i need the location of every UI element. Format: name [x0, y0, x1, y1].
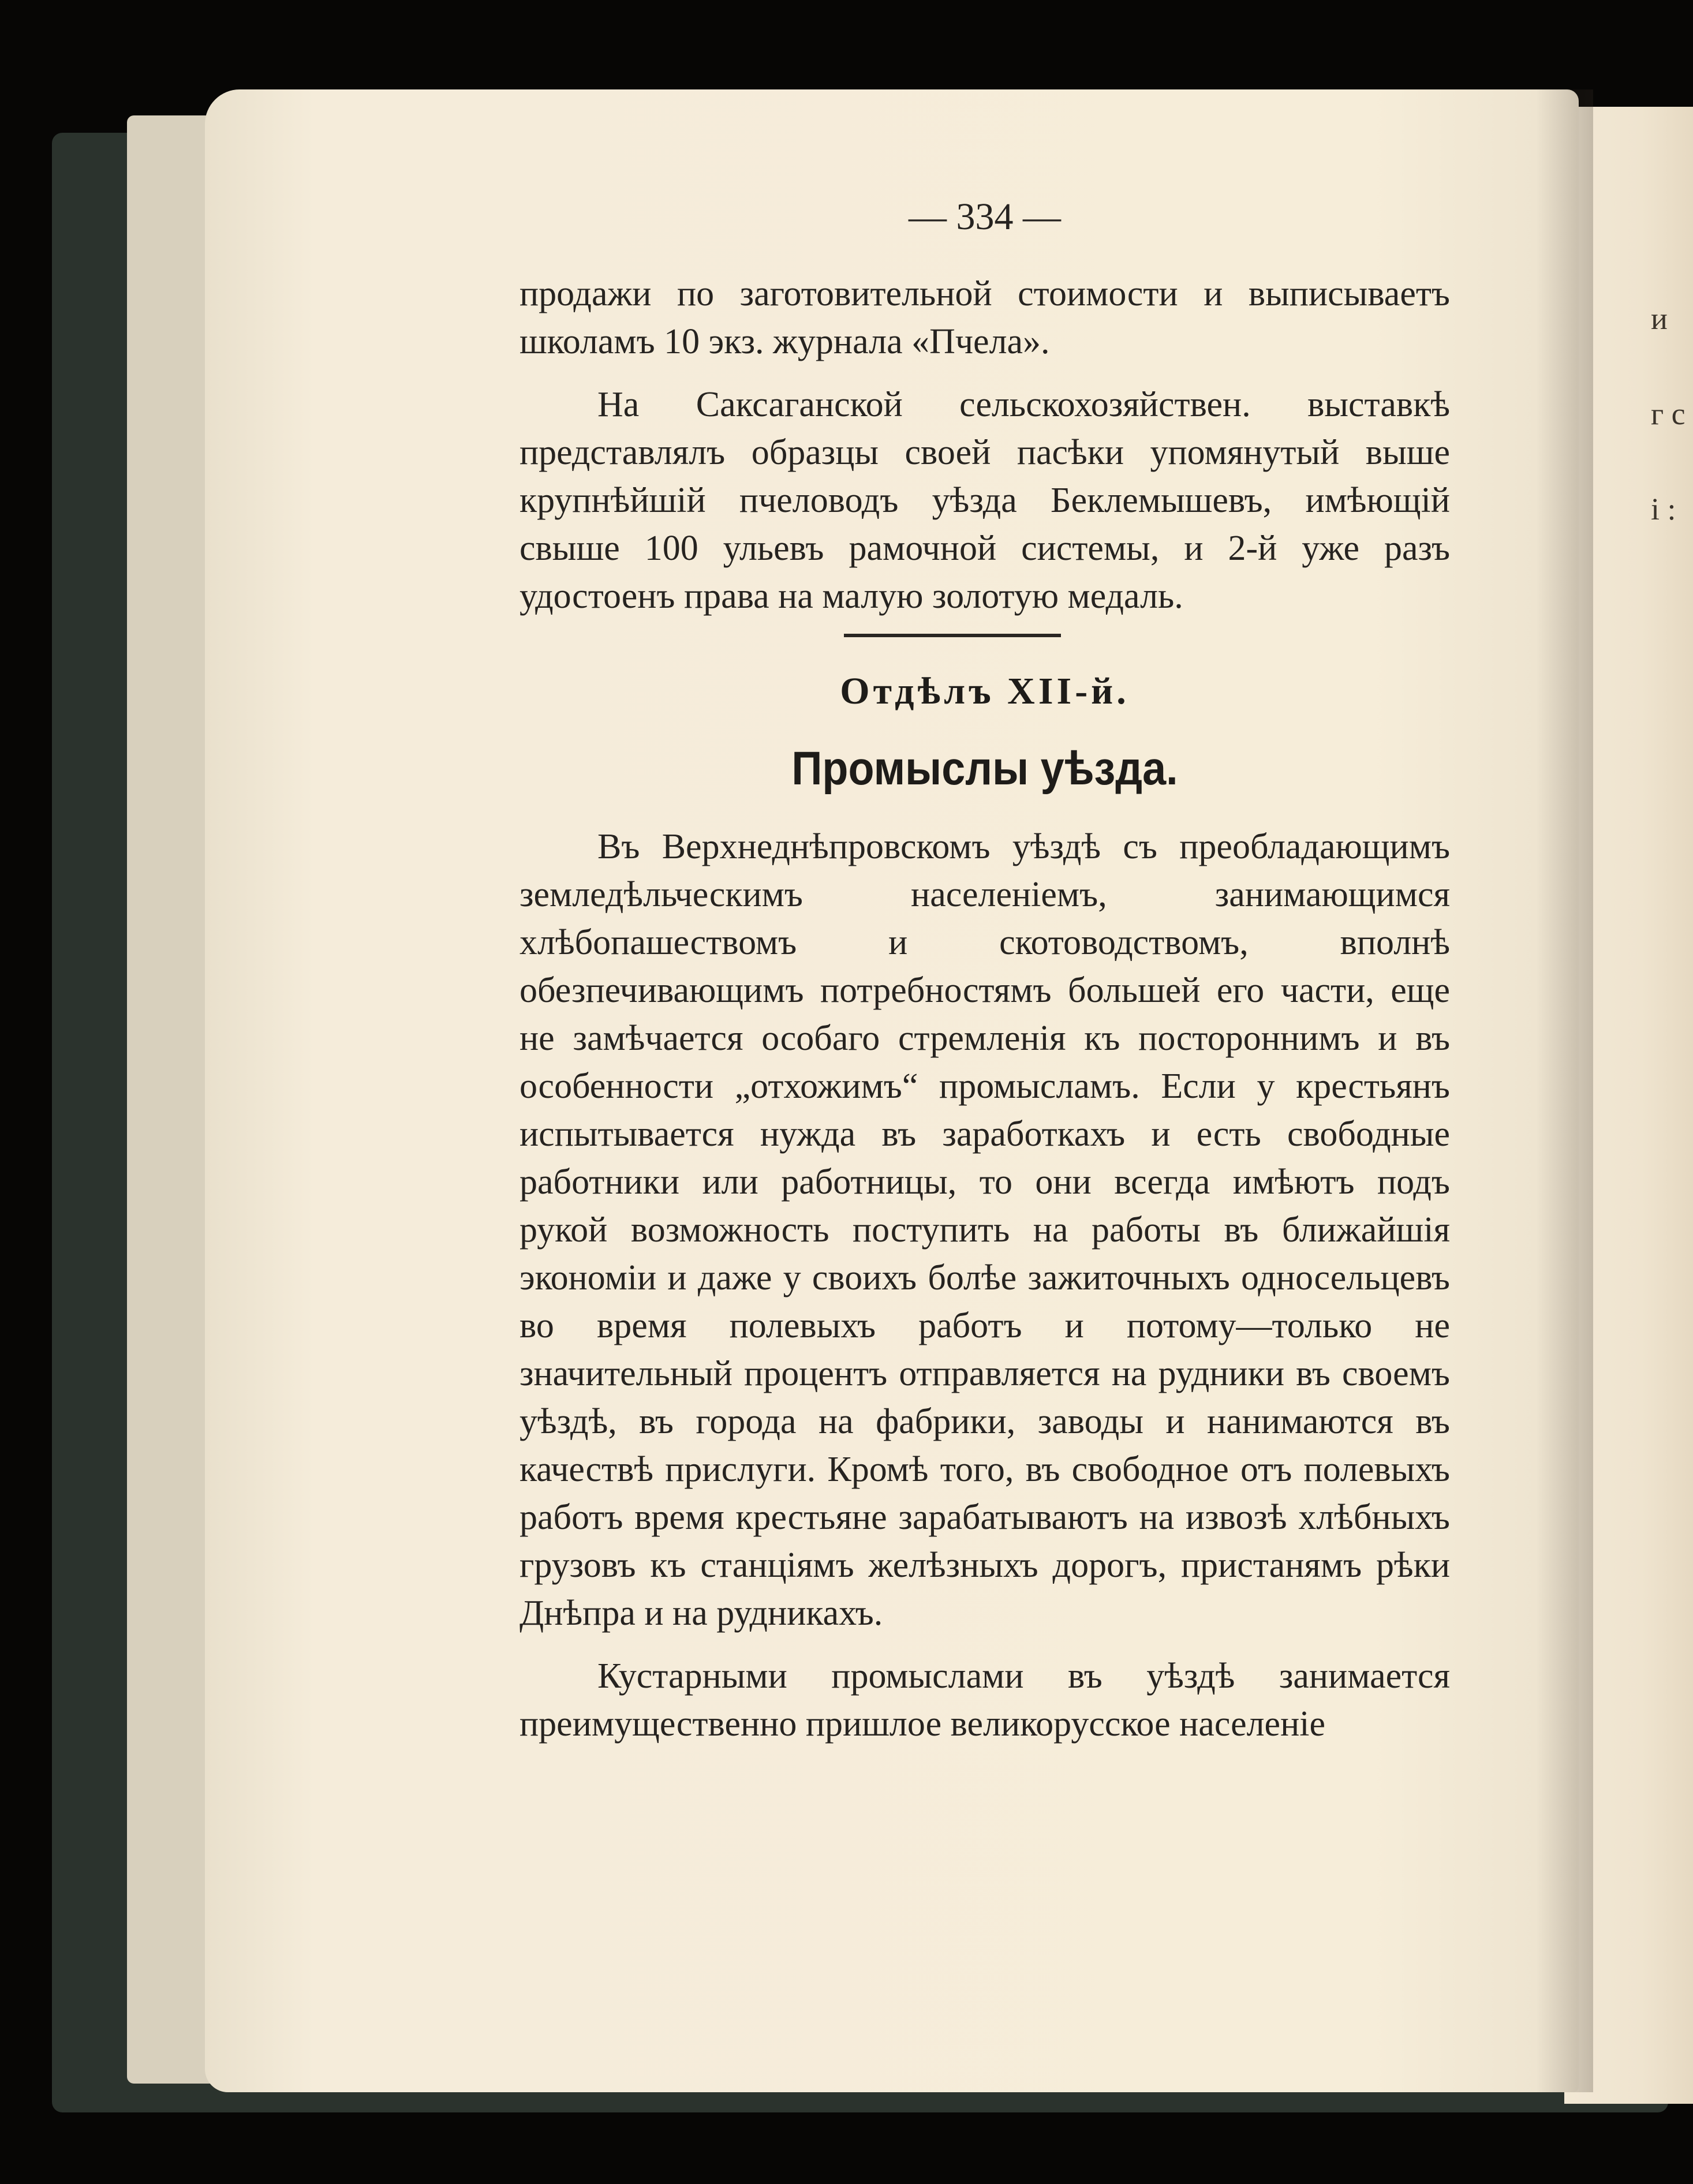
- top-text-block: [520, 270, 1450, 620]
- last-paragraph: Кустарными промыслами въ уѣздѣ занимается преимущественно пришлое великорусское населеніе: [520, 1656, 1450, 1744]
- top-paragraph: продажи по заготовительной стоимости и выписываетъ школамъ 10 экз. журнала «Пчела».: [520, 274, 1450, 361]
- section-title: Промыслы уѣзда.: [791, 742, 1178, 795]
- main-text-block: [520, 823, 1450, 1748]
- page-gutter: [1535, 89, 1593, 2092]
- section-label: Отдѣлъ XII-й.: [840, 670, 1130, 712]
- section-divider: [844, 634, 1061, 637]
- main-paragraph: Въ Верхнеднѣпровскомъ уѣздѣ съ преобладающимъ земледѣльческимъ населеніемъ, занимающимся хлѣбопашествомъ и скотоводствомъ, вполнѣ обезпечивающимъ потребностямъ большей его части, еще не замѣчается особаго стремленія къ постороннимъ и въ особенности „отхожимъ“ промысламъ. Если у крестьянъ испытывается нужда въ заработкахъ и есть свободные работники или работницы, то они всегда имѣютъ подъ рукой возможность поступить на работы въ ближайшія экономіи и даже у своихъ болѣе зажиточныхъ односельцевъ во время полевыхъ работъ и потому—только не значительный процентъ отправляется на рудники въ своемъ уѣздѣ, въ города на фабрики, заводы и нанимаются въ качествѣ прислуги. Кромѣ того, въ свободное отъ полевыхъ работъ время крестьяне зарабатываютъ на извозѣ хлѣбныхъ грузовъ къ станціямъ желѣзныхъ дорогъ, пристанямъ рѣки Днѣпра и на рудникахъ.: [520, 827, 1450, 1633]
- facing-page-text: и г с і :: [1651, 301, 1685, 526]
- second-paragraph: На Саксаганской сельскохозяйствен. выставкѣ представлялъ образцы своей пасѣки упомянутый выше крупнѣйшій пчеловодъ уѣзда Беклемышевъ, имѣющій свыше 100 ульевъ рамочной системы, и 2-й уже разъ удостоенъ права на малую золотую медаль.: [520, 385, 1450, 616]
- page-number: — 334 —: [909, 196, 1061, 238]
